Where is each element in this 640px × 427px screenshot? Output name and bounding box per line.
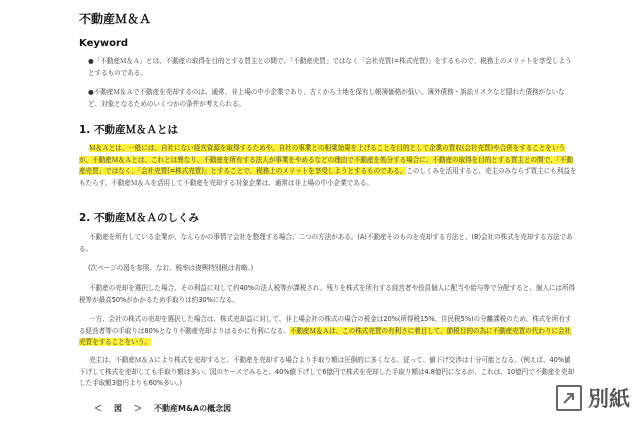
highlight-mna-definition: Ｍ＆Ａとは、一般には、自社にない経営資源を取得するためや、自社の事業との相乗効果を上げることを目的として企業の買収(会社売買)や合併をすることをいうが、不動産Ｍ＆Ａとは、これとは異なり、不動産を所有する法人が事業をやめるなどの理由で不動産を処分する場合に、不動産の取得を目的とする買主との間で、「不動産売買」ではなく、「会社売買(=株式売買)」とすることで、税務上のメリットを享受しようとするものである。 [79, 144, 573, 175]
section-2-heading: 2. 不動産Ｍ＆Ａのしくみ [79, 212, 199, 224]
section-2-paragraph-3 [79, 314, 577, 349]
section-1-rest: このしくみを活用すると、売主のみならず買主にも利益をもたらす。不動産Ｍ＆Ａを活用して不動産を売却する対象企業は、通常は非上場の中小企業である。 [79, 167, 577, 187]
section-2-paragraph-2: 不動産の売却を選択した場合、その利益に対して約40%の法人税等が課税され、残りを株式を所有する経営者や役員個人に配当や給与等で分配すると、個人には所得税等が最高50%がかかるため手取りは約30%になる。 [79, 284, 576, 304]
section-2-paragraph-1: 不動産を所有している企業が、なんらかの事情で会社を整理する場合、二つの方法がある。(A)不動産そのものを売却する方法と、(B)会社の株式を売却する方法である。 [79, 233, 573, 253]
section-1-heading: 1. 不動産Ｍ＆Ａとは [79, 124, 178, 136]
highlight-tax-advantage: 不動産Ｍ＆Ａは、この株式売買の有利さに着目して、節税目的の為に不動産売買の代わりに会社売買をすることをいう。 [79, 326, 572, 346]
keyword-heading: Keyword [79, 38, 129, 49]
figure-title: 不動産M&Aの概念図 [154, 404, 232, 413]
section-1-paragraph [79, 143, 577, 189]
external-link-icon [556, 385, 582, 411]
attachment-badge[interactable] [556, 383, 630, 413]
section-2-paragraph-3-text: 一方、会社の株式の売却を選択した場合は、株式売却益に対して、非上場会社の株式の場合の税金は20%(所得税15%、住民税5%)の分離課税のため、株式を所有する経営者等の手取りは80%となり不動産売却よりはるかに有利になる。 [79, 315, 572, 335]
keyword-bullet-2: ●不動産Ｍ＆Ａで不動産を売却するのは、通常、非上場の中小企業であり、古くから土地を保有し帳簿価格が低い、簿外債務・訴訟リスクなど隠れた債務がないなど、対象となるためのいくつかの条件が考えられる。 [88, 88, 565, 108]
figure-label: 図 [114, 404, 122, 413]
bracket-right: ＞ [134, 404, 142, 413]
attachment-label: 別紙 [588, 387, 630, 411]
section-2-paragraph-4: 売主は、不動産Ｍ＆Ａにより株式を売却すると、不動産を売却する場合より手取り額は圧倒的に多くなる。従って、値下げ交渉は十分可能となる。(例えば、40%値下げして株式を売却しても手取り額は多い。図のケースでみると、40%値下げして6億円で株式を売却した手取り額は4.8億円になるが、これは、10億円で不動産を売却した手取額3億円よりも60%多い。) [79, 356, 575, 387]
section-2-note: (次ページの図を参照。なお、税率は復興特別税は省略。) [88, 264, 254, 272]
bracket-left: ＜ [94, 404, 102, 413]
figure-caption [94, 403, 231, 414]
keyword-bullet-1: ●「不動産Ｍ＆Ａ」とは、不動産の取得を目的とする買主との間で、「不動産売買」ではなく「会社売買(=株式売買)」をするもので、税務上のメリットを享受しようとするものである。 [88, 57, 572, 77]
page-title: 不動産Ｍ＆Ａ [79, 12, 152, 26]
